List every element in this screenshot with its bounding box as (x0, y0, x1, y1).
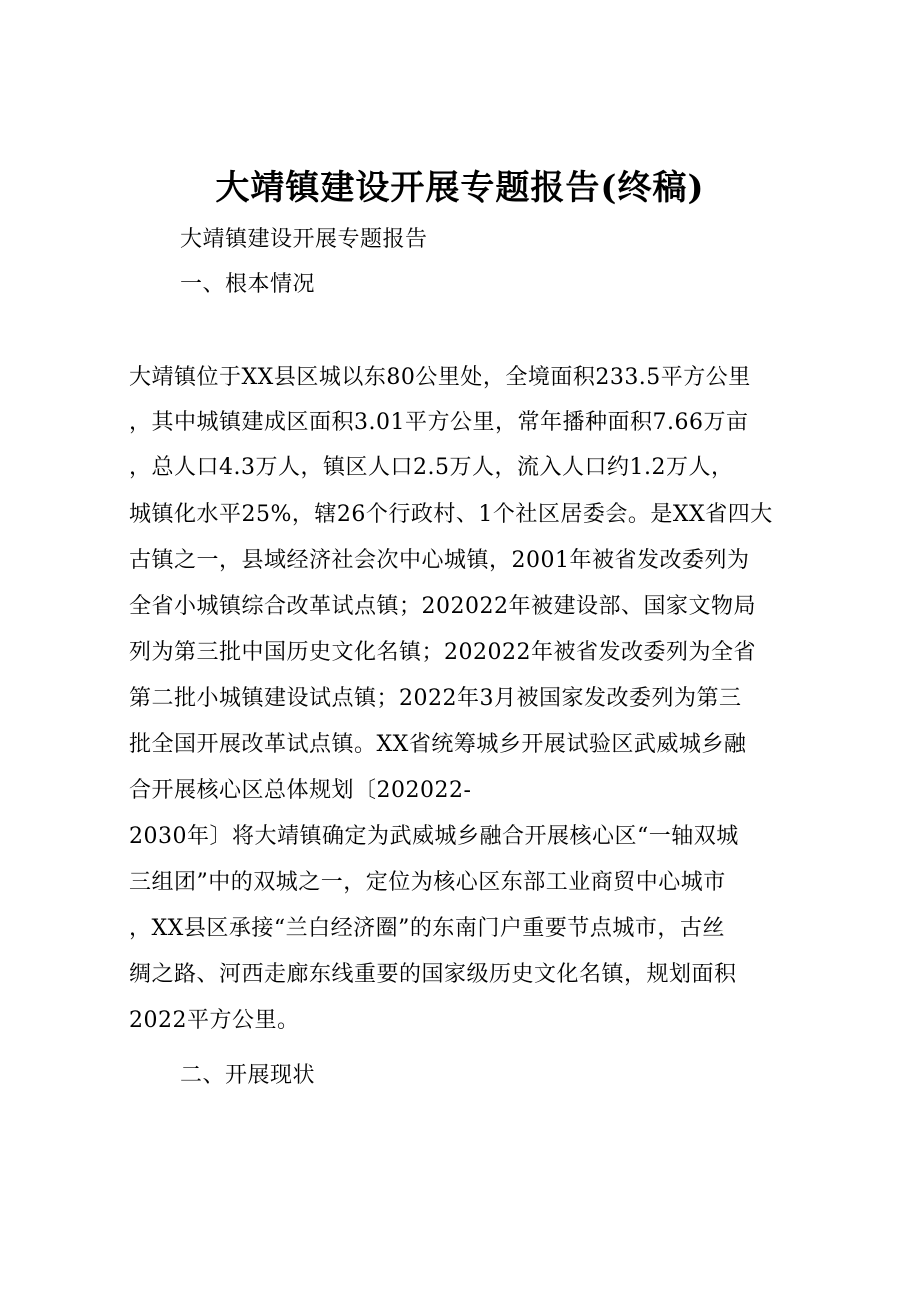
document-subtitle: 大靖镇建设开展专题报告 (180, 227, 428, 252)
document-title: 大靖镇建设开展专题报告(终稿) (215, 168, 705, 208)
section-heading-2: 二、开展现状 (180, 1063, 316, 1088)
paragraph-line: ，总人口4.3万人，镇区人口2.5万人，流入人口约1.2万人， (129, 455, 734, 480)
paragraph-line: 全省小城镇综合改革试点镇；202022年被建设部、国家文物局 (129, 594, 756, 619)
paragraph-line: ，其中城镇建成区面积3.01平方公里，常年播种面积7.66万亩 (129, 410, 749, 435)
paragraph-line: 城镇化水平25%，辖26个行政村、1个社区居委会。是XX省四大 (129, 502, 773, 527)
paragraph-line: ，XX县区承接“兰白经济圈”的东南门户重要节点城市，古丝 (129, 916, 725, 941)
paragraph-line: 2030年〕将大靖镇确定为武威城乡融合开展核心区“一轴双城 (129, 824, 739, 849)
paragraph-line: 绸之路、河西走廊东线重要的国家级历史文化名镇，规划面积 (129, 962, 737, 987)
paragraph-line: 大靖镇位于XX县区城以东80公里处，全境面积233.5平方公里 (129, 365, 751, 390)
paragraph-line: 列为第三批中国历史文化名镇；202022年被省发改委列为全省 (129, 640, 756, 665)
paragraph-line: 批全国开展改革试点镇。XX省统筹城乡开展试验区武威城乡融 (129, 732, 747, 757)
paragraph-line: 2022平方公里。 (129, 1008, 300, 1033)
section-heading-1: 一、根本情况 (180, 272, 316, 297)
paragraph-line: 古镇之一，县域经济社会次中心城镇，2001年被省发改委列为 (129, 548, 750, 573)
paragraph-line: 合开展核心区总体规划〔202022- (129, 778, 472, 803)
paragraph-line: 第二批小城镇建设试点镇；2022年3月被国家发改委列为第三 (129, 686, 742, 711)
paragraph-line: 三组团”中的双城之一，定位为核心区东部工业商贸中心城市 (129, 870, 726, 895)
